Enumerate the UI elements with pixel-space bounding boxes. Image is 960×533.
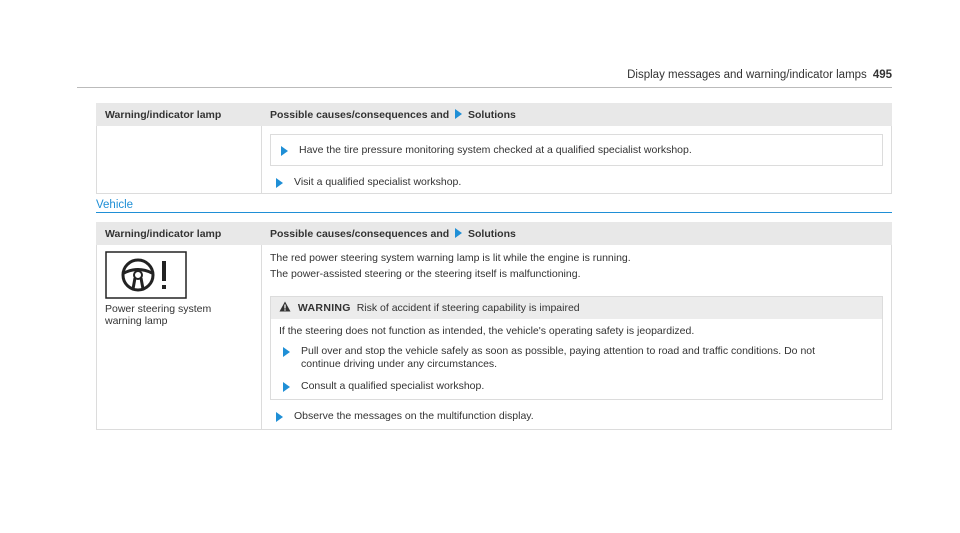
causes-cell bbox=[262, 245, 892, 430]
cause-line: The red power steering system warning lamp is lit while the engine is running. bbox=[270, 252, 631, 264]
arrow-icon bbox=[283, 347, 290, 357]
col-header-causes-text: Possible causes/consequences and bbox=[270, 228, 450, 240]
step-text: Visit a qualified specialist workshop. bbox=[294, 176, 462, 188]
step-item bbox=[270, 176, 883, 189]
warning-triangle-icon bbox=[279, 301, 291, 312]
cause-line: The power-assisted steering or the steering itself is malfunctioning. bbox=[270, 268, 581, 280]
lamp-cell bbox=[97, 245, 262, 430]
step-item bbox=[270, 410, 883, 423]
power-steering-warning-icon bbox=[105, 251, 187, 299]
col-header-causes-text: Possible causes/consequences and bbox=[270, 109, 450, 121]
arrow-icon bbox=[455, 228, 462, 238]
header-rule bbox=[77, 87, 892, 88]
running-header bbox=[627, 69, 892, 81]
inner-step-box bbox=[270, 134, 883, 166]
col-header-causes bbox=[262, 223, 892, 245]
table-power-steering bbox=[96, 222, 892, 430]
step-text: Have the tire pressure monitoring system checked at a qualified specialist workshop. bbox=[299, 144, 692, 156]
col-header-lamp: Warning/indicator lamp bbox=[97, 104, 262, 126]
step-item bbox=[279, 345, 876, 371]
warning-text: Risk of accident if steering capability is impaired bbox=[356, 302, 580, 314]
arrow-icon bbox=[276, 178, 283, 188]
warning-body bbox=[271, 319, 882, 399]
arrow-icon bbox=[281, 146, 288, 156]
warning-body-text: If the steering does not function as intended, the vehicle's operating safety is jeopardized. bbox=[279, 325, 695, 337]
page-number: 495 bbox=[872, 69, 892, 81]
section-rule bbox=[96, 212, 892, 213]
step-text: Pull over and stop the vehicle safely as soon as possible, paying attention to road and traffic conditions. Do not continue driving under any circumstances. bbox=[301, 345, 816, 370]
step-text: Consult a qualified specialist workshop. bbox=[301, 380, 485, 392]
lamp-cell-empty bbox=[97, 126, 262, 194]
col-header-solutions-text: Solutions bbox=[468, 109, 516, 121]
header-title: Display messages and warning/indicator lamps bbox=[627, 69, 867, 81]
table-tire-pressure bbox=[96, 103, 892, 194]
lamp-label: Power steering system warning lamp bbox=[105, 303, 212, 327]
step-item bbox=[277, 144, 876, 157]
causes-cell bbox=[262, 126, 892, 194]
warning-box bbox=[270, 296, 883, 400]
step-text: Observe the messages on the multifunction display. bbox=[294, 410, 534, 422]
step-item bbox=[279, 380, 876, 393]
arrow-icon bbox=[283, 382, 290, 392]
arrow-icon bbox=[455, 109, 462, 119]
arrow-icon bbox=[276, 412, 283, 422]
section-title: Vehicle bbox=[96, 199, 134, 211]
warning-title: WARNING bbox=[297, 302, 351, 314]
warning-header bbox=[271, 297, 882, 319]
col-header-causes bbox=[262, 104, 892, 126]
col-header-solutions-text: Solutions bbox=[468, 228, 516, 240]
col-header-lamp: Warning/indicator lamp bbox=[97, 223, 262, 245]
